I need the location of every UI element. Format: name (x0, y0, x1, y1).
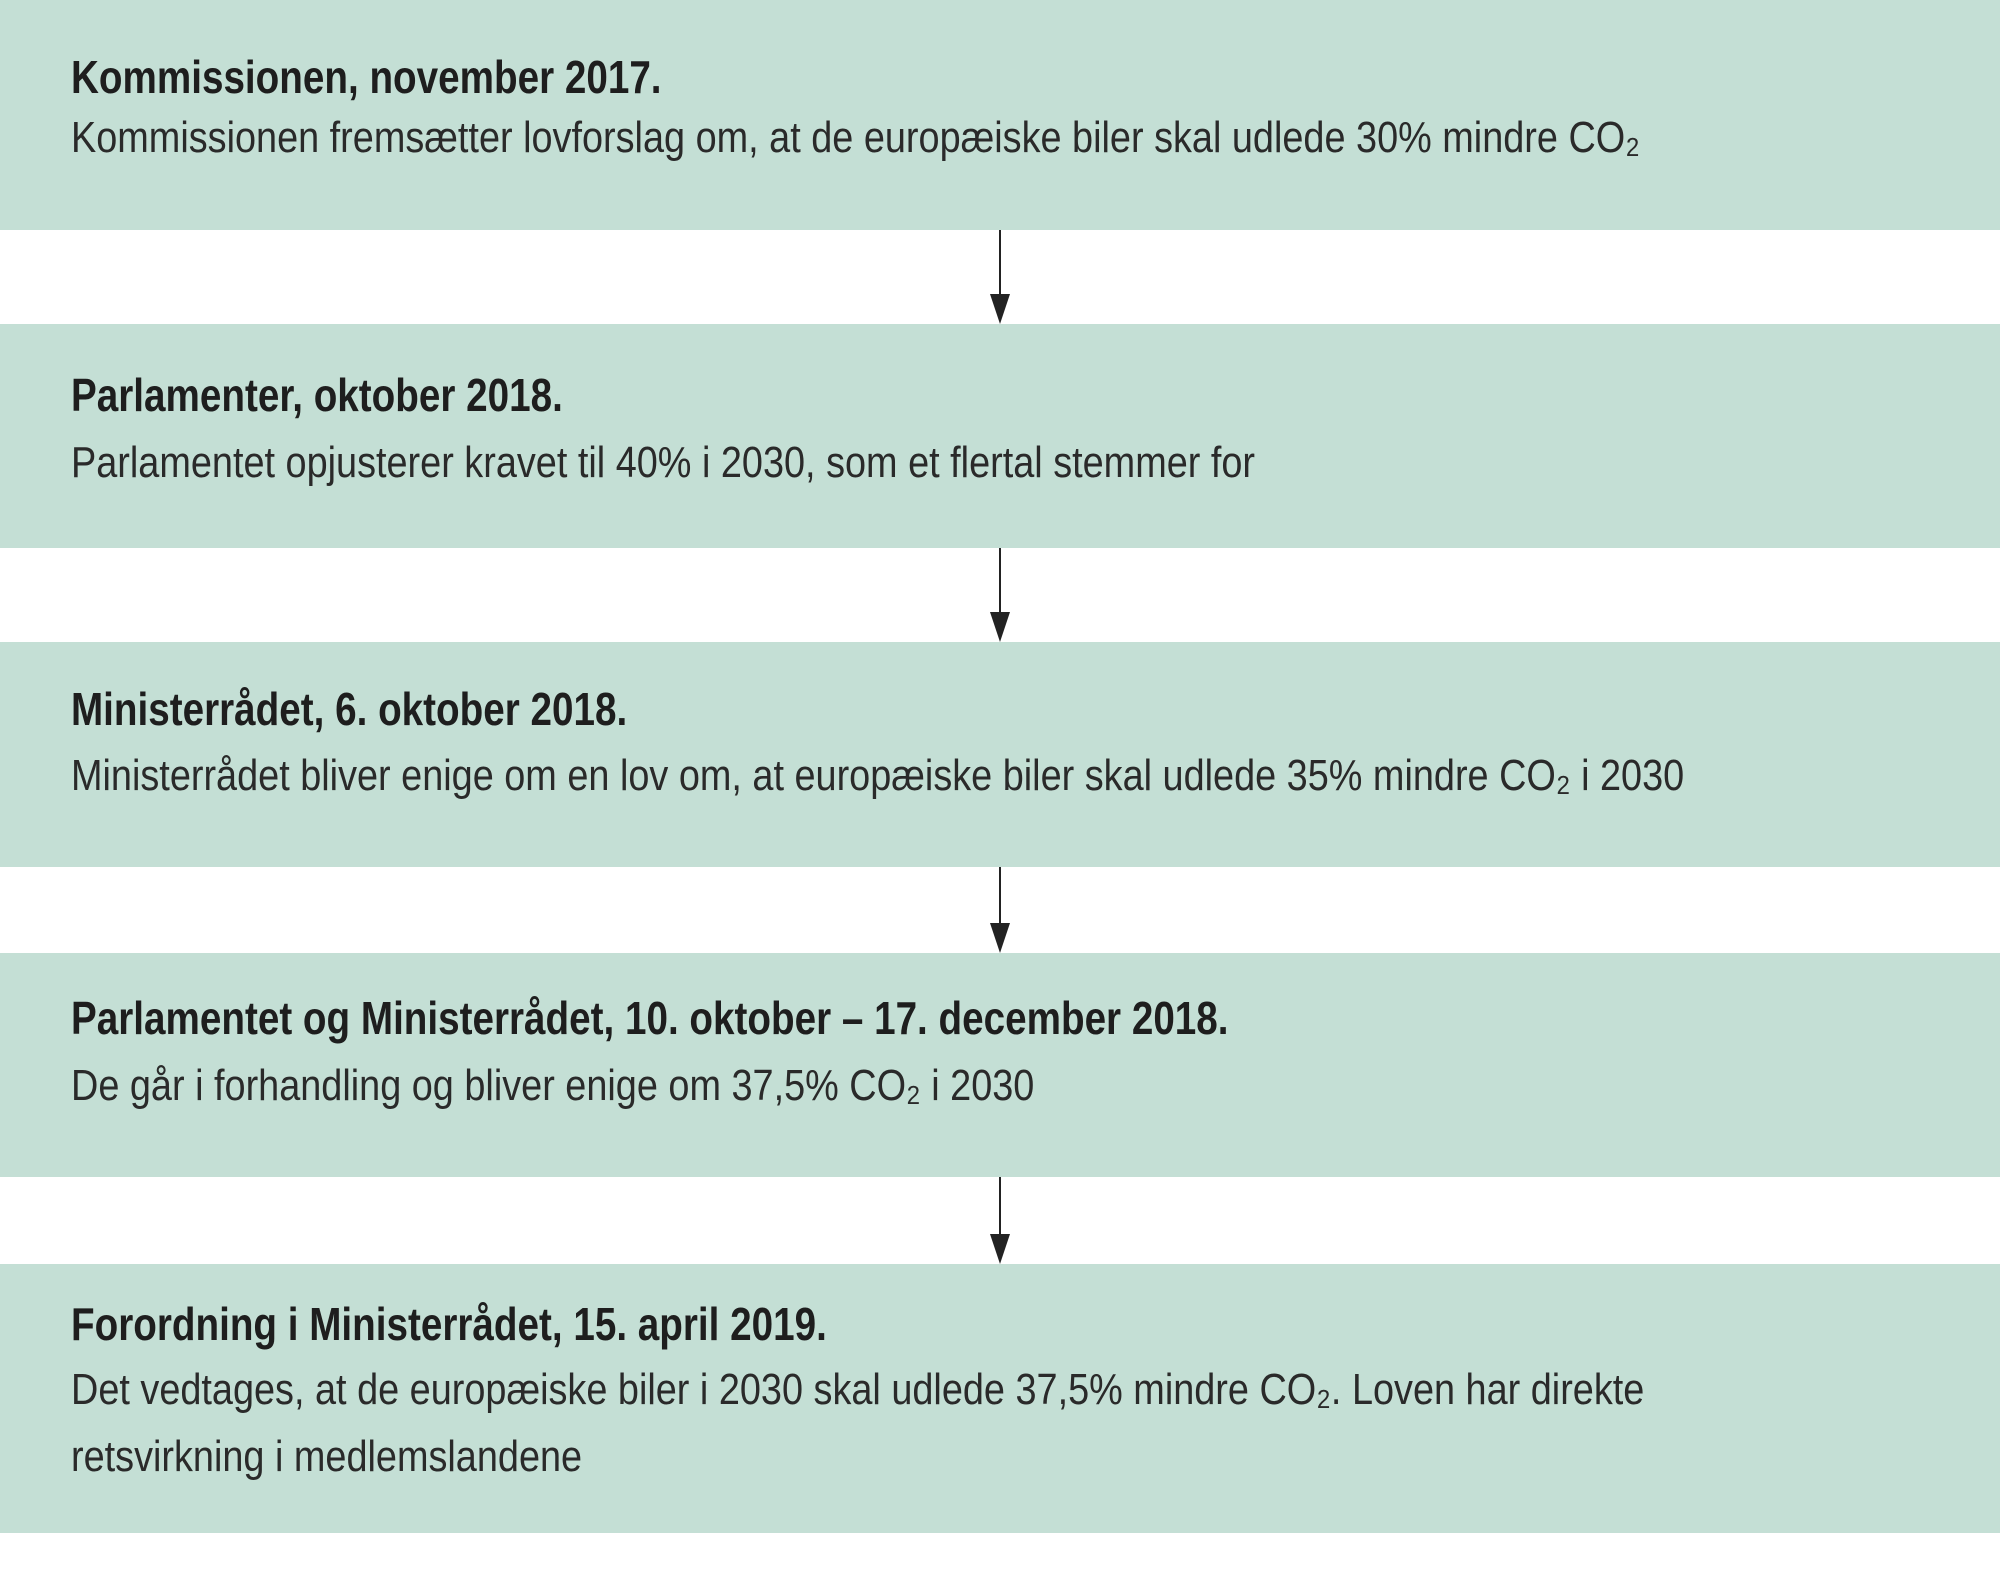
step-description: Det vedtages, at de europæiske biler i 2030 skal udlede 37,5% mindre CO₂. Loven har direkte (71, 1365, 1645, 1414)
step-description: Kommissionen fremsætter lovforslag om, at de europæiske biler skal udlede 30% mindre CO₂ (71, 113, 1640, 162)
arrow-down-icon (990, 867, 1010, 953)
step-box-4 (0, 953, 2000, 1177)
arrow-down-icon (990, 1177, 1010, 1264)
step-title: Forordning i Ministerrådet, 15. april 2019. (71, 1298, 827, 1350)
arrow-down-icon (990, 230, 1010, 324)
step-description-line-2: retsvirkning i medlemslandene (71, 1432, 583, 1481)
step-title: Parlamentet og Ministerrådet, 10. oktober – 17. december 2018. (71, 992, 1229, 1044)
step-box-2 (0, 324, 2000, 548)
step-box-1 (0, 0, 2000, 230)
step-title: Parlamenter, oktober 2018. (71, 369, 563, 421)
step-description: De går i forhandling og bliver enige om 37,5% CO₂ i 2030 (71, 1061, 1035, 1110)
step-description: Parlamentet opjusterer kravet til 40% i 2030, som et flertal stemmer for (71, 438, 1256, 487)
step-title: Ministerrådet, 6. oktober 2018. (71, 683, 628, 735)
step-box-5 (0, 1264, 2000, 1533)
step-title: Kommissionen, november 2017. (71, 51, 662, 103)
step-description: Ministerrådet bliver enige om en lov om, at europæiske biler skal udlede 35% mindre CO₂ i 2030 (71, 751, 1685, 800)
step-box-3 (0, 642, 2000, 867)
arrow-down-icon (990, 548, 1010, 642)
